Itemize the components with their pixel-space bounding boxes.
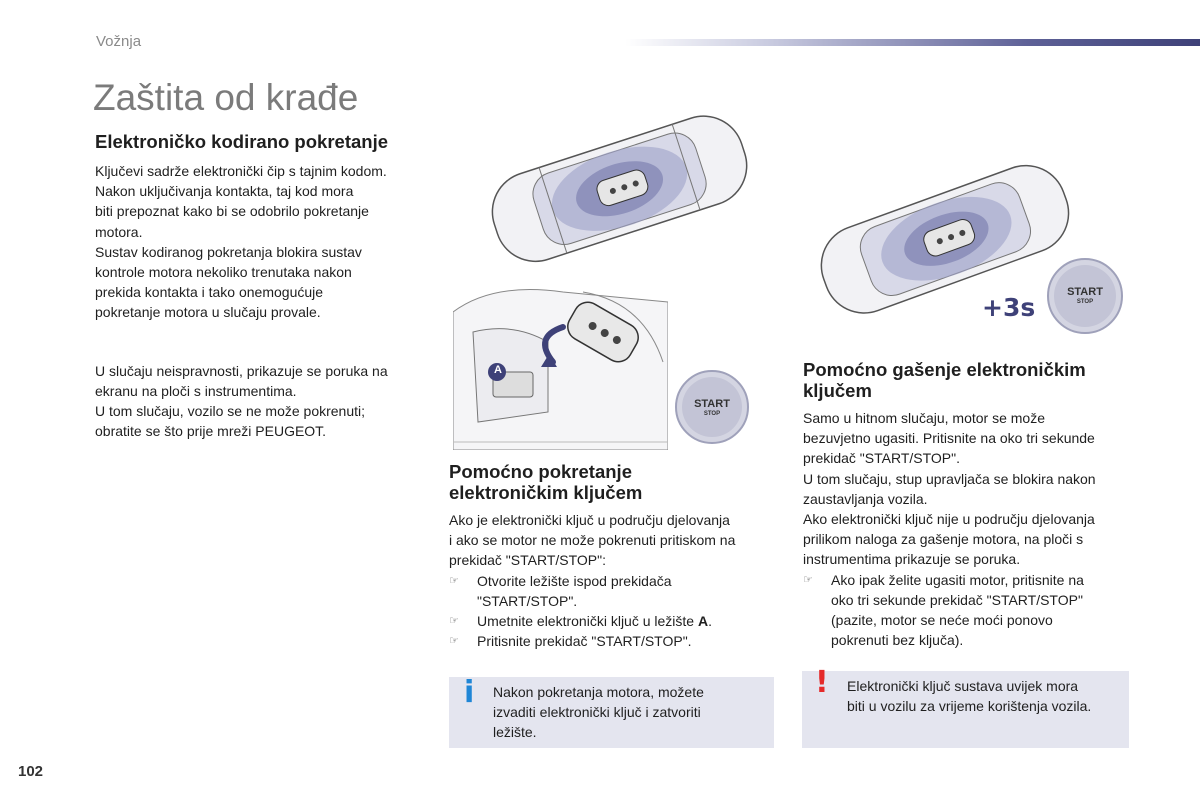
text-line: Samo u hitnom slučaju, motor se može	[803, 410, 1045, 426]
text-line: oko tri sekunde prekidač "START/STOP"	[831, 591, 1083, 608]
right-heading	[803, 359, 1143, 401]
section-label: Vožnja	[96, 33, 142, 50]
stop-label: STOP	[703, 411, 721, 417]
heading-line: ključem	[803, 380, 872, 401]
text-line: Pritisnite prekidač "START/STOP".	[477, 633, 692, 650]
right-steps-list	[803, 570, 1143, 651]
header-bar	[625, 39, 1200, 46]
right-paragraph	[803, 408, 1143, 570]
text-line: prekidač "START/STOP":	[449, 552, 606, 569]
text-line: obratite se što prije mreži PEUGEOT.	[95, 423, 327, 440]
warning-text	[847, 676, 1091, 716]
slot-letter: A	[697, 613, 709, 630]
text-line: U tom slučaju, stup upravljača se blokira nakon	[803, 470, 1096, 487]
text-line: prekidač "START/STOP".	[803, 450, 960, 467]
warning-icon: !	[815, 665, 829, 700]
text-line: zaustavljanja vozila.	[803, 490, 928, 507]
text-line: biti u vozilu za vrijeme korištenja vozila.	[847, 698, 1092, 715]
pointing-hand-icon: ☞	[449, 574, 459, 587]
right-column	[803, 359, 1143, 650]
page-number: 102	[18, 763, 44, 780]
text-line: Nakon pokretanja motora, možete	[493, 684, 704, 700]
heading-line: Pomoćno pokretanje	[449, 461, 632, 482]
text-line: U slučaju neispravnosti, prikazuje se poruka na	[95, 362, 388, 379]
list-item	[449, 631, 779, 651]
text-line: Sustav kodiranog pokretanja blokira sustav	[95, 243, 362, 260]
text-line: prilikom naloga za gašenje motora, na ploči s	[803, 531, 1084, 548]
info-icon: i	[464, 675, 475, 710]
text-line: pokretanje motora u slučaju provale.	[95, 304, 321, 321]
text-line: pokrenuti bez ključa).	[831, 632, 964, 649]
left-paragraph-2	[95, 361, 435, 442]
text-line: Nakon uključivanja kontakta, taj kod mora	[95, 183, 354, 200]
text-line: kontrole motora nekoliko trenutaka nakon	[95, 264, 352, 281]
left-column	[95, 131, 435, 441]
text-line: U tom slučaju, vozilo se ne može pokrenuti;	[95, 403, 366, 420]
stop-label: STOP	[1076, 299, 1094, 305]
pointing-hand-icon: ☞	[449, 615, 459, 628]
text-line: instrumentima prikazuje se poruka.	[803, 551, 1021, 568]
pointing-hand-icon: ☞	[803, 573, 813, 586]
text-fragment: .	[708, 613, 712, 630]
info-text	[493, 682, 704, 743]
text-line: Ako ipak želite ugasiti motor, pritisnite na	[831, 571, 1084, 588]
left-heading: Elektroničko kodirano pokretanje	[95, 131, 388, 152]
text-line: "START/STOP".	[477, 592, 578, 609]
text-line: ležište.	[493, 724, 537, 741]
heading-line: Pomoćno gašenje elektroničkim	[803, 359, 1086, 380]
text-line: (pazite, motor se neće moći ponovo	[831, 612, 1053, 629]
warning-box	[802, 665, 1129, 748]
text-line: prekida kontakta i tako onemogućuje	[95, 284, 324, 301]
text-line: Ako je elektronički ključ u području djelovanja	[449, 512, 730, 528]
text-line: Ključevi sadrže elektronički čip s tajnim kodom.	[95, 163, 387, 179]
page-title: Zaštita od krađe	[93, 77, 359, 118]
start-label: START	[1067, 286, 1103, 298]
text-line: Otvorite ležište ispod prekidača	[477, 572, 672, 589]
left-paragraph-1	[95, 161, 435, 323]
text-fragment: Umetnite elektronički ključ u ležište	[477, 613, 698, 630]
text-line: ekranu na ploči s instrumentima.	[95, 382, 297, 399]
dashboard-key-slot-illustration	[453, 272, 668, 450]
list-item	[449, 571, 779, 611]
list-item	[449, 611, 779, 631]
middle-heading	[449, 461, 779, 503]
pointing-hand-icon: ☞	[449, 635, 459, 648]
car-key-illustration	[478, 104, 758, 264]
text-line: bezuvjetno ugasiti. Pritisnite na oko tri sekunde	[803, 430, 1095, 447]
middle-steps-list	[449, 571, 779, 652]
start-label: START	[694, 398, 730, 410]
text-line: motora.	[95, 223, 143, 240]
car-key-stop-illustration	[808, 150, 1083, 320]
text-line: i ako se motor ne može pokrenuti pritiskom na	[449, 532, 736, 549]
text-line: biti prepoznat kako bi se odobrilo pokretanje	[95, 203, 369, 220]
duration-indicator: +3s	[982, 293, 1036, 322]
text-line: Elektronički ključ sustava uvijek mora	[847, 678, 1079, 694]
slot-marker-label: A	[494, 364, 502, 376]
text-line: izvaditi elektronički ključ i zatvoriti	[493, 704, 701, 721]
heading-line: elektroničkim ključem	[449, 482, 643, 503]
info-box	[449, 677, 774, 748]
middle-column	[449, 461, 779, 651]
middle-intro	[449, 510, 779, 571]
text-line: Ako elektronički ključ nije u području djelovanja	[803, 511, 1095, 528]
list-item	[803, 570, 1143, 651]
